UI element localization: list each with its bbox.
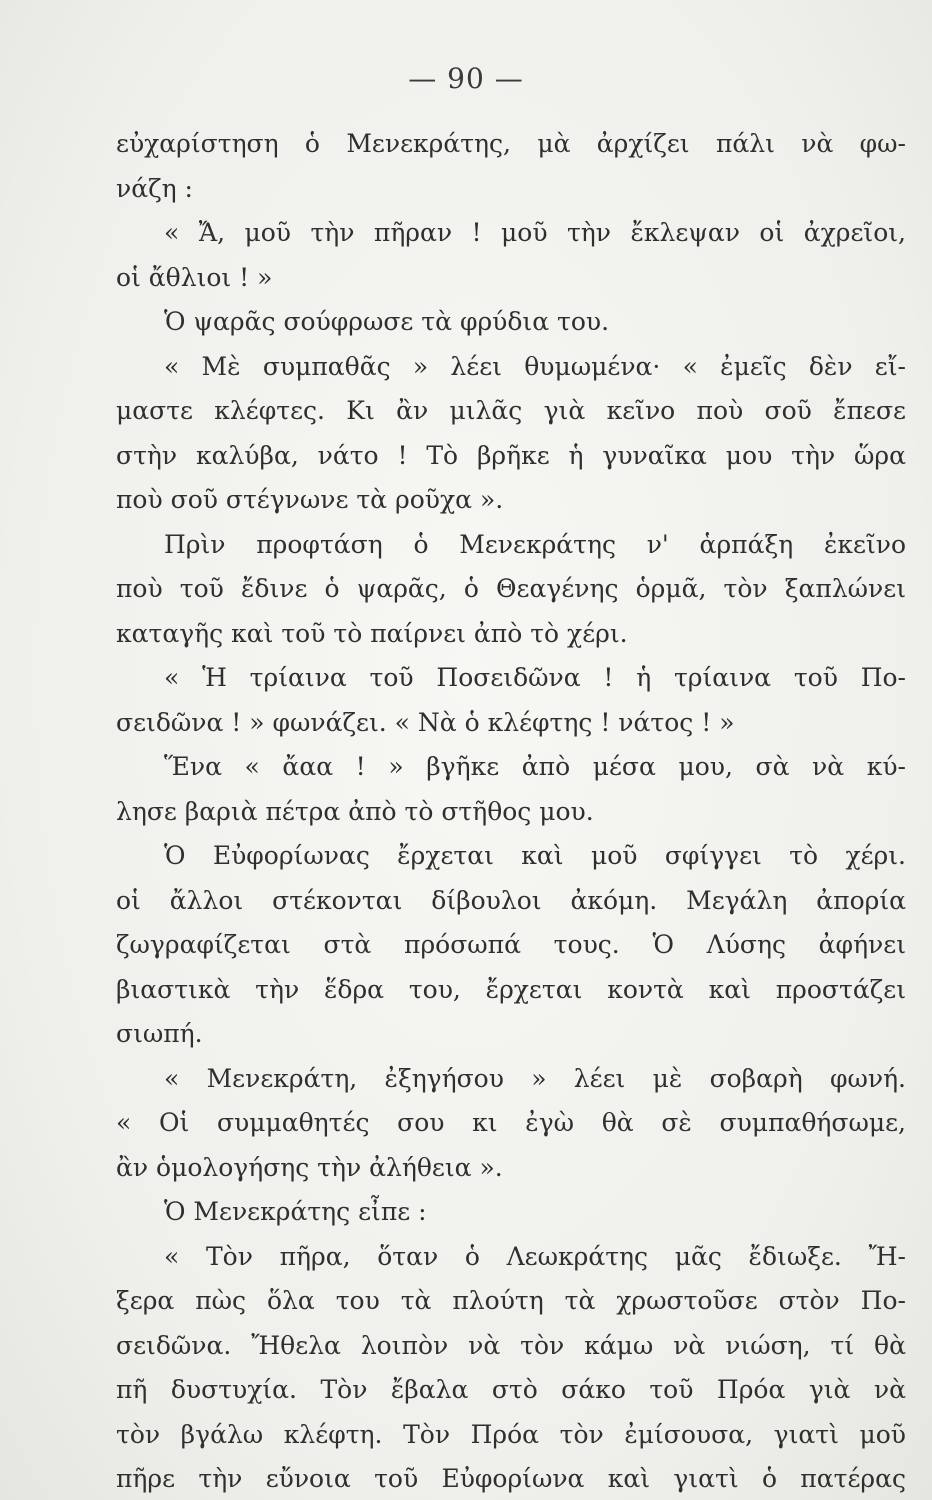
text-line: καταγῆς καὶ τοῦ τὸ παίρνει ἀπὸ τὸ χέρι.	[116, 618, 628, 648]
text-line: « Ἄ, μοῦ τὴν πῆραν ! μοῦ τὴν ἔκλεψαν οἱ ἀχρεῖοι,	[164, 218, 906, 247]
text-line: λησε βαριὰ πέτρα ἀπὸ τὸ στῆθος μου.	[116, 796, 594, 826]
text-line: στὴν καλύβα, νάτο ! Τὸ βρῆκε ἡ γυναῖκα μου τὴν ὥρα	[116, 440, 906, 470]
text-line: πῆ δυστυχία. Τὸν ἔβαλα στὸ σάκο τοῦ Πρόα γιὰ νὰ	[116, 1375, 906, 1404]
text-line: οἱ ἄλλοι στέκονται δίβουλοι ἀκόμη. Μεγάλη ἀπορία	[116, 885, 906, 915]
text-line: Ἕνα « ἄαα ! » βγῆκε ἀπὸ μέσα μου, σὰ νὰ κύ-	[164, 752, 906, 781]
text-line: εὐχαρίστηση ὁ Μενεκράτης, μὰ ἀρχίζει πάλι νὰ φω-	[116, 129, 906, 158]
text-line: « Τὸν πῆρα, ὅταν ὁ Λεωκράτης μᾶς ἔδιωξε. Ἤ-	[164, 1241, 906, 1271]
text-line: σειδῶνα ! » φωνάζει. « Νὰ ὁ κλέφτης ! νάτος ! »	[116, 707, 735, 737]
text-line: βιαστικὰ τὴν ἕδρα του, ἔρχεται κοντὰ καὶ προστάζει	[116, 974, 906, 1004]
text-line: « Ἡ τρίαινα τοῦ Ποσειδῶνα ! ἡ τρίαινα τοῦ Πο-	[164, 663, 906, 692]
text-line: Ὁ Εὐφορίωνας ἔρχεται καὶ μοῦ σφίγγει τὸ χέρι.	[164, 841, 906, 870]
text-line: ποὺ σοῦ στέγνωνε τὰ ροῦχα ».	[116, 485, 504, 514]
text-line: ζωγραφίζεται στὰ πρόσωπά τους. Ὁ Λύσης ἀφήνει	[116, 930, 906, 959]
text-line: τὸν βγάλω κλέφτη. Τὸν Πρόα τὸν ἐμίσουσα, γιατὶ μοῦ	[116, 1419, 906, 1449]
text-line: Πρὶν προφτάση ὁ Μενεκράτης ν' ἁρπάξη ἐκεῖνο	[164, 529, 906, 559]
text-line: ποὺ τοῦ ἔδινε ὁ ψαρᾶς, ὁ Θεαγένης ὁρμᾶ, τὸν ξαπλώνει	[116, 574, 906, 603]
text-line: Ὁ ψαρᾶς σούφρωσε τὰ φρύδια του.	[164, 307, 610, 336]
text-line: ξερα πὼς ὅλα του τὰ πλούτη τὰ χρωστοῦσε στὸν Πο-	[116, 1286, 906, 1315]
page-number: — 90 —	[408, 62, 524, 95]
text-line: σειδῶνα. Ἤθελα λοιπὸν νὰ τὸν κάμω νὰ νιώση, τί θὰ	[116, 1330, 906, 1360]
text-line: νάζη :	[116, 173, 193, 203]
text-line: « Μενεκράτη, ἐξηγήσου » λέει μὲ σοβαρὴ φωνή.	[164, 1063, 906, 1093]
text-line: ἂν ὁμολογήσης τὴν ἀλήθεια ».	[116, 1152, 503, 1182]
text-line: πῆρε τὴν εὔνοια τοῦ Εὐφορίωνα καὶ γιατὶ ὁ πατέρας	[116, 1464, 906, 1493]
text-line: « Μὲ συμπαθᾶς » λέει θυμωμένα· « ἐμεῖς δὲν εἴ-	[164, 351, 906, 381]
body-text	[116, 122, 906, 1500]
text-line: « Οἱ συμμαθητές σου κι ἐγὼ θὰ σὲ συμπαθήσωμε,	[116, 1108, 906, 1137]
text-line: μαστε κλέφτες. Κι ἂν μιλᾶς γιὰ κεῖνο ποὺ σοῦ ἔπεσε	[116, 396, 906, 425]
text-line: σιωπή.	[116, 1019, 203, 1048]
text-line: οἱ ἄθλιοι ! »	[116, 262, 273, 292]
text-line: Ὁ Μενεκράτης εἶπε :	[164, 1197, 427, 1226]
